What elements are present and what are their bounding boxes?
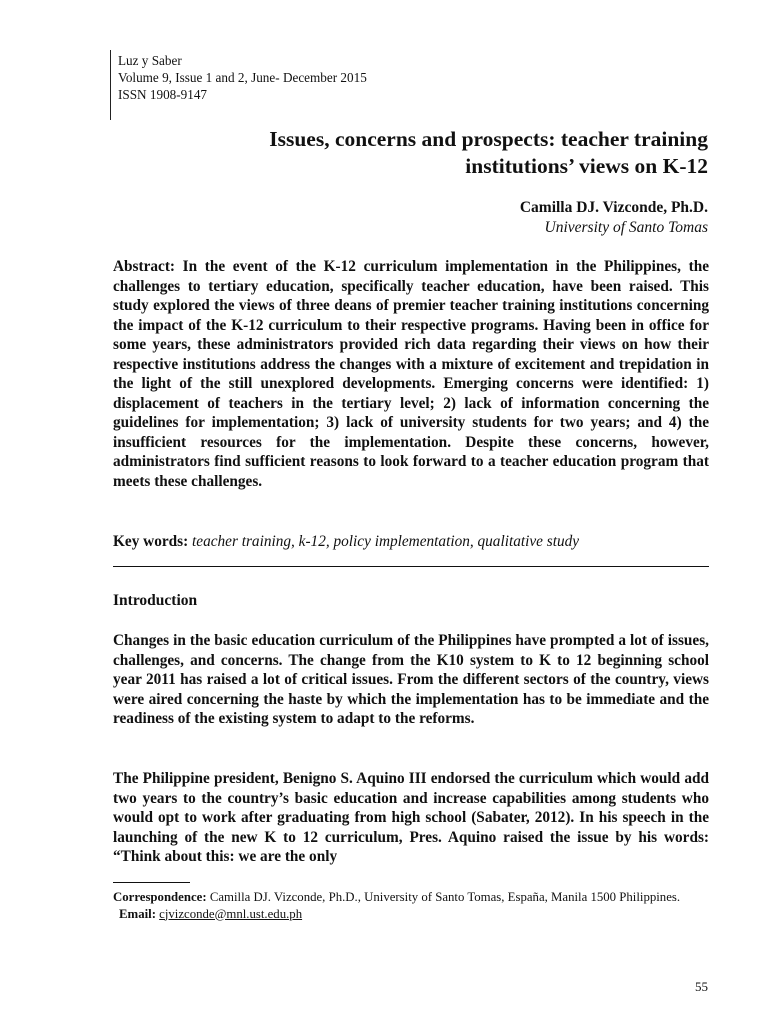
correspondence-text: Camilla DJ. Vizconde, Ph.D., University of Santo Tomas, España, Manila 1500 Philippines.	[209, 890, 681, 904]
title-line-2: institutions’ views on K-12	[465, 154, 708, 178]
journal-volume: Volume 9, Issue 1 and 2, June- December 2015	[118, 70, 367, 85]
journal-header	[118, 52, 367, 103]
author-name: Camilla DJ. Vizconde, Ph.D.	[519, 199, 708, 216]
email-label: Email:	[119, 906, 156, 921]
paper-title	[108, 126, 708, 180]
journal-name: Luz y Saber	[118, 53, 182, 68]
correspondence-label: Correspondence:	[113, 890, 207, 904]
author-block	[520, 198, 708, 238]
keywords-text: teacher training, k-12, policy implementation, qualitative study	[192, 533, 580, 550]
keywords	[113, 532, 709, 552]
footnote	[113, 889, 713, 922]
section-separator	[113, 566, 709, 567]
author-affiliation: University of Santo Tomas	[544, 219, 708, 236]
abstract-label: Abstract:	[113, 258, 176, 275]
journal-issn: ISSN 1908-9147	[118, 87, 208, 102]
header-rule	[110, 50, 111, 120]
introduction-paragraph-1: Changes in the basic education curriculum of the Philippines have prompted a lot of issues, challenges, and concerns. The change from the K10 system to K to 12 beginning school year 2011 has raised a lot of critical issues. From the different sectors of the country, views were aired concerning the haste by which the implementation has to be immediate and the readiness of the existing system to adapt to the reforms.	[113, 632, 709, 727]
title-line-1: Issues, concerns and prospects: teacher training	[269, 127, 708, 151]
page-number: 55	[695, 979, 708, 994]
abstract	[113, 257, 709, 491]
keywords-label: Key words:	[113, 533, 189, 550]
footnote-rule	[113, 882, 190, 883]
introduction-paragraph-2: The Philippine president, Benigno S. Aquino III endorsed the curriculum which would add two years to the country’s basic education and increase capabilities among students who would opt to work after graduating from high school (Sabater, 2012). In his speech in the launching of the new K to 12 curriculum, Pres. Aquino raised the issue by his words: “Think about this: we are the only	[113, 770, 709, 865]
email-link[interactable]: cjvizconde@mnl.ust.edu.ph	[159, 906, 303, 921]
introduction-heading: Introduction	[113, 592, 198, 609]
abstract-text: In the event of the K-12 curriculum implementation in the Philippines, the challenges to tertiary education, specifically teacher education, have been raised. This study explored the views of three deans of premier teacher training institutions concerning the impact of the K-12 curriculum to their respective programs. Having been in office for some years, these administrators provided rich data regarding their views on how their respective institutions address the changes with a mixture of excitement and trepidation in the light of the still unexplored developments. Emerging concerns were identified: 1) displacement of teachers in the tertiary level; 2) lack of information concerning the guidelines for implementation; 3) lack of university students for two years; and 4) the insufficient resources for the implementation. Despite these concerns, however, administrators find sufficient reasons to look forward to a teacher education program that meets these challenges.	[113, 258, 709, 490]
